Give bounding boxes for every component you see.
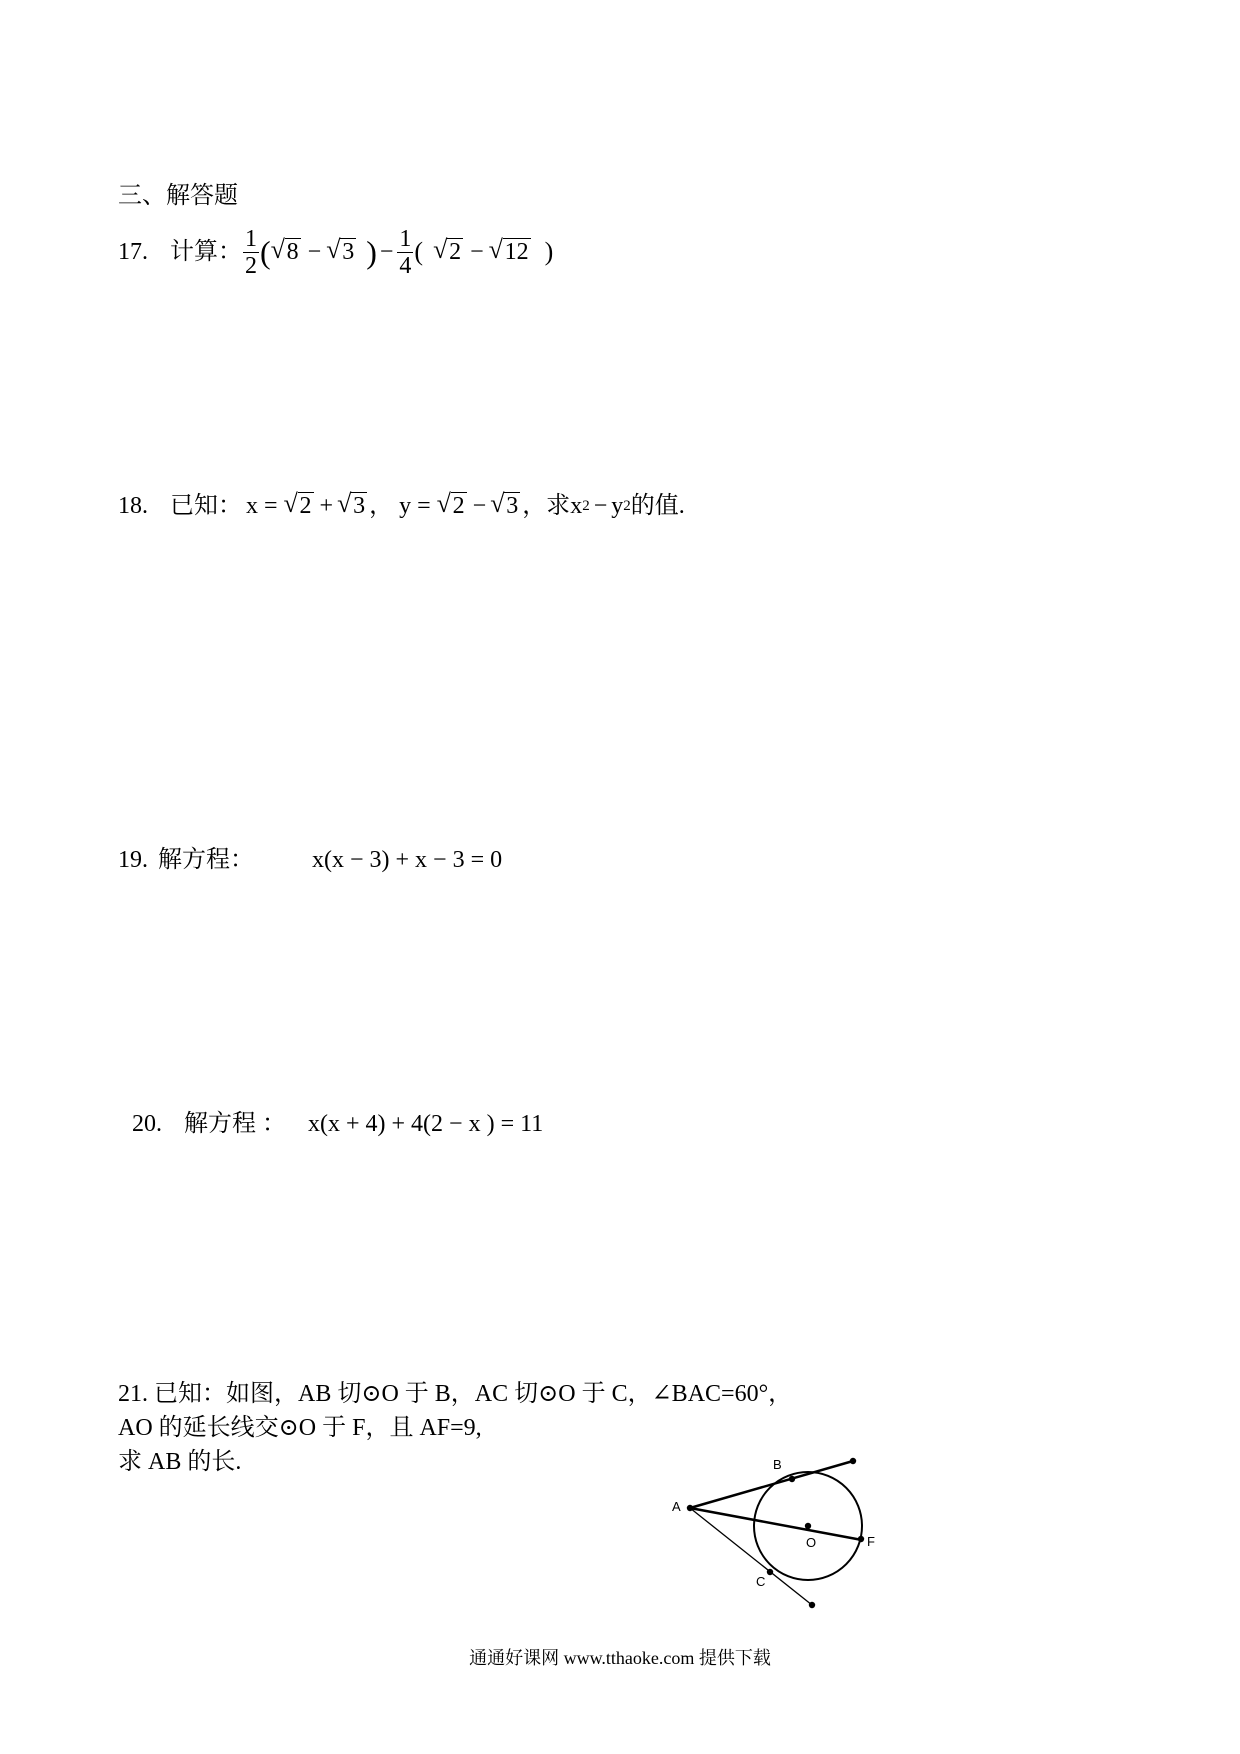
problem-19-prompt: 解方程： — [158, 847, 254, 873]
problem-20-prompt: 解方程 ： — [184, 1111, 286, 1137]
fraction-one-quarter: $\frac{1}{4}$ — [399, 225, 412, 279]
point-c-end — [809, 1602, 815, 1608]
problem-17 — [118, 222, 553, 282]
label-b: B — [773, 1457, 782, 1472]
label-o: O — [806, 1535, 817, 1550]
problem-19-number: 19. — [118, 847, 148, 873]
point-f — [858, 1536, 864, 1542]
problem-17-number: 17. — [118, 239, 148, 265]
problem-20 — [132, 1104, 543, 1144]
sqrt-8: √ 8 — [270, 235, 299, 265]
tangent-line-ab — [690, 1461, 853, 1508]
sqrt-2-x: √ 2 — [283, 489, 312, 519]
point-a — [687, 1505, 693, 1511]
section-title: 三、解答题 — [118, 183, 238, 209]
point-o — [805, 1523, 811, 1529]
line-aof — [690, 1508, 862, 1540]
label-c: C — [756, 1574, 766, 1589]
label-a: A — [672, 1499, 681, 1514]
label-f: F — [867, 1534, 875, 1549]
problem-19-equation: x(x − 3) + x − 3 = 0 — [312, 847, 503, 873]
problem-17-prompt: 计算： — [170, 239, 242, 265]
tangent-circle-figure — [650, 1440, 910, 1620]
problem-20-equation: x(x + 4) + 4(2 − x ) = 11 — [308, 1111, 544, 1137]
problem-21-line-2: AO 的延长线交⊙O 于 F，且 AF=9, — [118, 1415, 482, 1441]
problem-21-line-3: 求 AB 的长. — [118, 1449, 242, 1475]
point-b-end — [850, 1458, 856, 1464]
problem-18-expression: x = √ 2 + √ 3 ， y = √ 2 − √ 3 ，求 x 2 − y 2 的值. — [246, 489, 685, 519]
page-footer: 通通好课网 www.tthaoke.com 提供下载 — [469, 1648, 771, 1668]
sqrt-3-y: √ 3 — [490, 489, 519, 519]
point-c — [767, 1569, 773, 1575]
sqrt-3-x: √ 3 — [337, 489, 366, 519]
problem-20-number: 20. — [132, 1111, 162, 1137]
tangent-line-ac — [690, 1508, 812, 1605]
sqrt-2: √ 2 — [433, 235, 462, 265]
problem-18-prompt: 已知： — [170, 493, 242, 519]
sqrt-2-y: √ 2 — [436, 489, 465, 519]
problem-17-expression: $\frac{1}{2}$ ( √ 8 − √ 3 ) − $\frac{1}{4}$ ( √ 2 − √ 12 ) — [245, 225, 554, 279]
problem-18 — [118, 486, 685, 526]
sqrt-3: √ 3 — [326, 235, 355, 265]
sqrt-12: √ 12 — [488, 235, 529, 265]
problem-21-line-1: 21. 已知：如图，AB 切⊙O 于 B，AC 切⊙O 于 C，∠BAC=60°， — [118, 1381, 793, 1407]
problem-18-number: 18. — [118, 493, 148, 519]
fraction-one-half: $\frac{1}{2}$ — [245, 225, 257, 279]
problem-19 — [118, 840, 502, 880]
point-b — [789, 1476, 795, 1482]
